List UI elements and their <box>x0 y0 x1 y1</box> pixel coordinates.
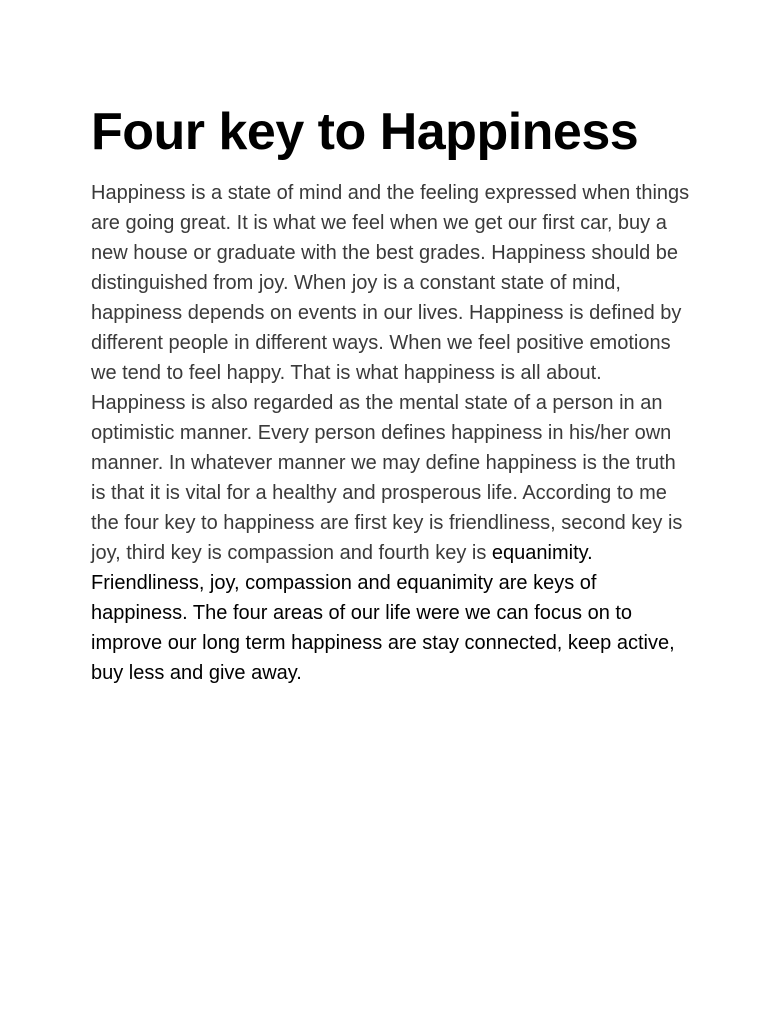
document-title: Four key to Happiness <box>91 103 639 161</box>
body-paragraph-grey-text: Happiness is a state of mind and the feeling expressed when things are going great. It is what we feel when we get our first car, buy a new house or graduate with the best grades. Happiness should be distinguished from joy. When joy is a constant state of mind, happiness depends on events in our lives. Happiness is defined by different people in different ways. When we feel positive emotions we tend to feel happy. That is what happiness is all about. Happiness is also regarded as the mental state of a person in an optimistic manner. Every person defines happiness in his/her own manner. In whatever manner we may define happiness is the truth is that it is vital for a healthy and prosperous life. According to me the four key to happiness are first key is friendliness, second key is joy, third key is compassion and fourth key is <box>91 182 690 564</box>
body-paragraph <box>91 178 691 688</box>
body-paragraph-black-text: equanimity. Friendliness, joy, compassion and equanimity are keys of happiness. The four areas of our life were we can focus on to improve our long term happiness are stay connected, keep active, buy less and give away. <box>91 542 675 684</box>
